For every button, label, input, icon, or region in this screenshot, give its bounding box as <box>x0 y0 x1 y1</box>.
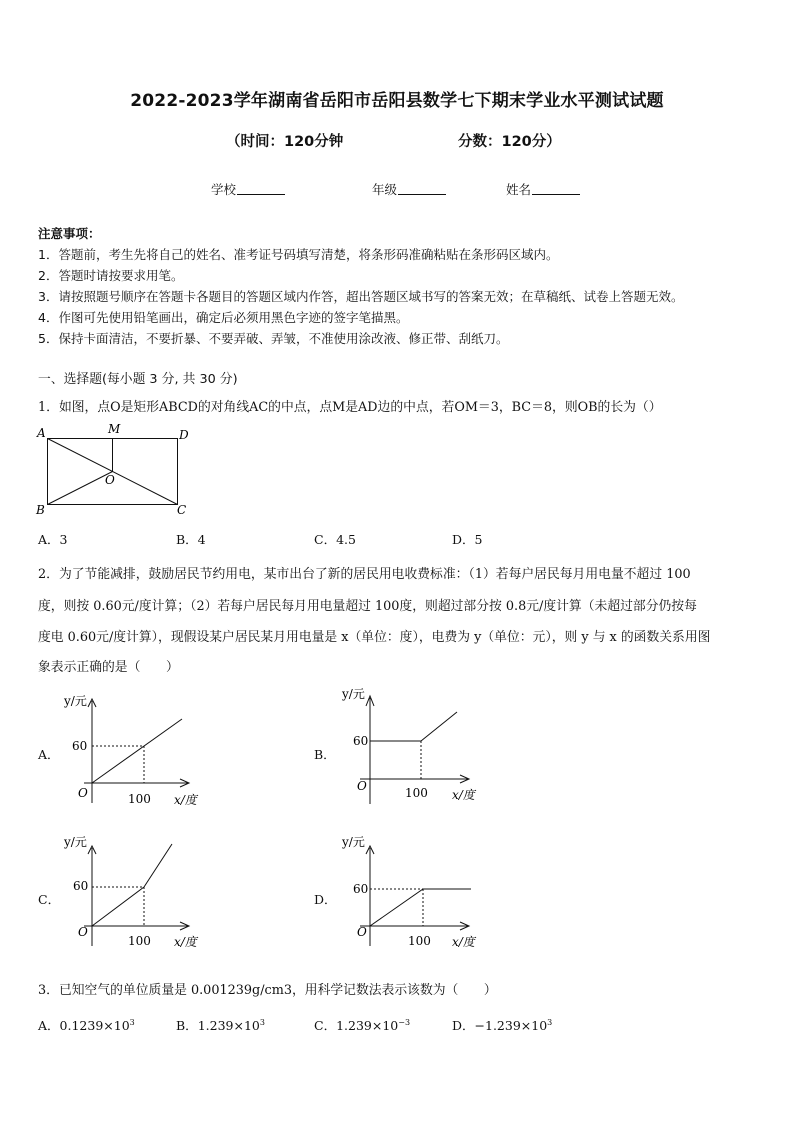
q1-rectangle-figure <box>30 418 205 520</box>
origin-label: O <box>357 925 367 939</box>
q1-option-a: A．3 <box>38 532 68 547</box>
label-d: D <box>179 428 189 442</box>
y-axis-label: y/元 <box>342 835 365 849</box>
q2-graph-a <box>60 687 210 812</box>
x-axis-label: x/度 <box>452 935 475 949</box>
q2-text-line: 度，则按 0.60元/度计算；（2）若每户居民每月用电量超过 100度，则超过部分按 0.8元/度计算（未超过部分仍按每 <box>38 599 697 614</box>
option-mantissa: 1.239×10 <box>336 1018 399 1033</box>
y-tick-60: 60 <box>73 879 89 893</box>
origin-label: O <box>78 925 88 939</box>
label-a: A <box>37 426 46 440</box>
score-info: 分数：120分） <box>458 134 561 150</box>
page-title: 2022-2023学年湖南省岳阳市岳阳县数学七下期末学业水平测试试题 <box>130 91 664 111</box>
note-item: 2．答题时请按要求用笔。 <box>38 268 184 283</box>
option-exponent: 3 <box>129 1018 135 1027</box>
option-mantissa: −1.239×10 <box>474 1018 548 1033</box>
y-axis-label: y/元 <box>64 694 87 708</box>
label-m: M <box>108 422 121 436</box>
q2-option-c-label: C． <box>38 892 61 907</box>
option-exponent: −3 <box>398 1018 411 1027</box>
q2-text-line: 度电 0.60元/度计算），现假设某户居民某月用电量是 x（单位：度），电费为 y（单位：元），则 y 与 x 的函数关系用图 <box>38 630 711 645</box>
q2-text-line: 象表示正确的是（ ） <box>38 660 179 675</box>
option-exponent: 3 <box>259 1018 265 1027</box>
q2-graph-c <box>60 832 210 957</box>
q1-option-d: D．5 <box>452 532 483 547</box>
option-mantissa: 1.239×10 <box>197 1018 260 1033</box>
segment-ob <box>48 472 113 505</box>
label-c: C <box>177 503 187 517</box>
time-info: （时间：120分钟 <box>226 134 344 150</box>
origin-label: O <box>78 786 88 800</box>
x-axis-label: x/度 <box>452 788 475 802</box>
x-tick-100: 100 <box>128 934 151 948</box>
option-letter: A． <box>38 1018 60 1033</box>
x-axis-label: x/度 <box>174 935 197 949</box>
function-line <box>92 719 182 783</box>
q2-graph-d <box>335 832 485 957</box>
rising-segment <box>421 712 457 741</box>
q3-option-b <box>176 1016 265 1034</box>
y-tick-60: 60 <box>353 734 369 748</box>
y-tick-60: 60 <box>72 739 88 753</box>
first-segment <box>92 887 144 926</box>
note-item: 5．保持卡面清洁，不要折暴、不要弄破、弄皱，不准使用涂改液、修正带、刮纸刀。 <box>38 331 509 346</box>
notes-heading: 注意事项： <box>38 226 101 241</box>
school-field <box>211 180 285 198</box>
option-letter: D． <box>452 1018 475 1033</box>
q2-option-d-label: D． <box>314 892 337 907</box>
school-label: 学校 <box>211 182 237 197</box>
origin-label: O <box>357 779 367 793</box>
x-tick-100: 100 <box>408 934 431 948</box>
q3-option-a <box>38 1016 135 1034</box>
q3-option-c <box>314 1016 410 1034</box>
rising-segment <box>370 889 423 926</box>
q2-option-a-label: A． <box>38 747 60 762</box>
note-item: 1．答题前，考生先将自己的姓名、准考证号码填写清楚，将条形码准确粘贴在条形码区域内。 <box>38 247 559 262</box>
q1-text: 1．如图，点O是矩形ABCD的对角线AC的中点，点M是AD边的中点，若OM＝3，BC＝8，则OB的长为（） <box>38 400 662 415</box>
name-field <box>506 180 580 198</box>
section-heading: 一、选择题(每小题 3 分, 共 30 分) <box>38 372 238 387</box>
note-item: 4．作图可先使用铅笔画出，确定后必须用黑色字迹的签字笔描黑。 <box>38 310 409 325</box>
x-axis-label: x/度 <box>174 793 197 807</box>
option-letter: C． <box>314 1018 337 1033</box>
label-o: O <box>105 473 115 487</box>
q2-option-b-label: B． <box>314 747 336 762</box>
x-tick-100: 100 <box>405 786 428 800</box>
q3-option-d <box>452 1016 552 1034</box>
name-label: 姓名 <box>506 182 532 197</box>
grade-blank <box>398 182 446 195</box>
grade-field <box>372 180 446 198</box>
grade-label: 年级 <box>372 182 398 197</box>
q1-option-c: C．4.5 <box>314 532 356 547</box>
q3-text: 3．已知空气的单位质量是 0.001239g/cm3，用科学记数法表示该数为（ ） <box>38 983 497 998</box>
option-mantissa: 0.1239×10 <box>59 1018 130 1033</box>
label-b: B <box>36 503 45 517</box>
y-tick-60: 60 <box>353 882 369 896</box>
option-exponent: 3 <box>547 1018 553 1027</box>
name-blank <box>532 182 580 195</box>
note-item: 3．请按照题号顺序在答题卡各题目的答题区域内作答，超出答题区域书写的答案无效；在草稿纸、试卷上答题无效。 <box>38 289 684 304</box>
steeper-segment <box>144 844 172 887</box>
y-axis-label: y/元 <box>64 835 87 849</box>
q2-text-line: 2．为了节能减排，鼓励居民节约用电，某市出台了新的居民用电收费标准：（1）若每户居民每月用电量不超过 100 <box>38 567 691 582</box>
q2-graph-b <box>335 684 485 809</box>
y-axis-label: y/元 <box>342 687 365 701</box>
school-blank <box>237 182 285 195</box>
option-letter: B． <box>176 1018 198 1033</box>
q1-option-b: B．4 <box>176 532 206 547</box>
x-tick-100: 100 <box>128 792 151 806</box>
